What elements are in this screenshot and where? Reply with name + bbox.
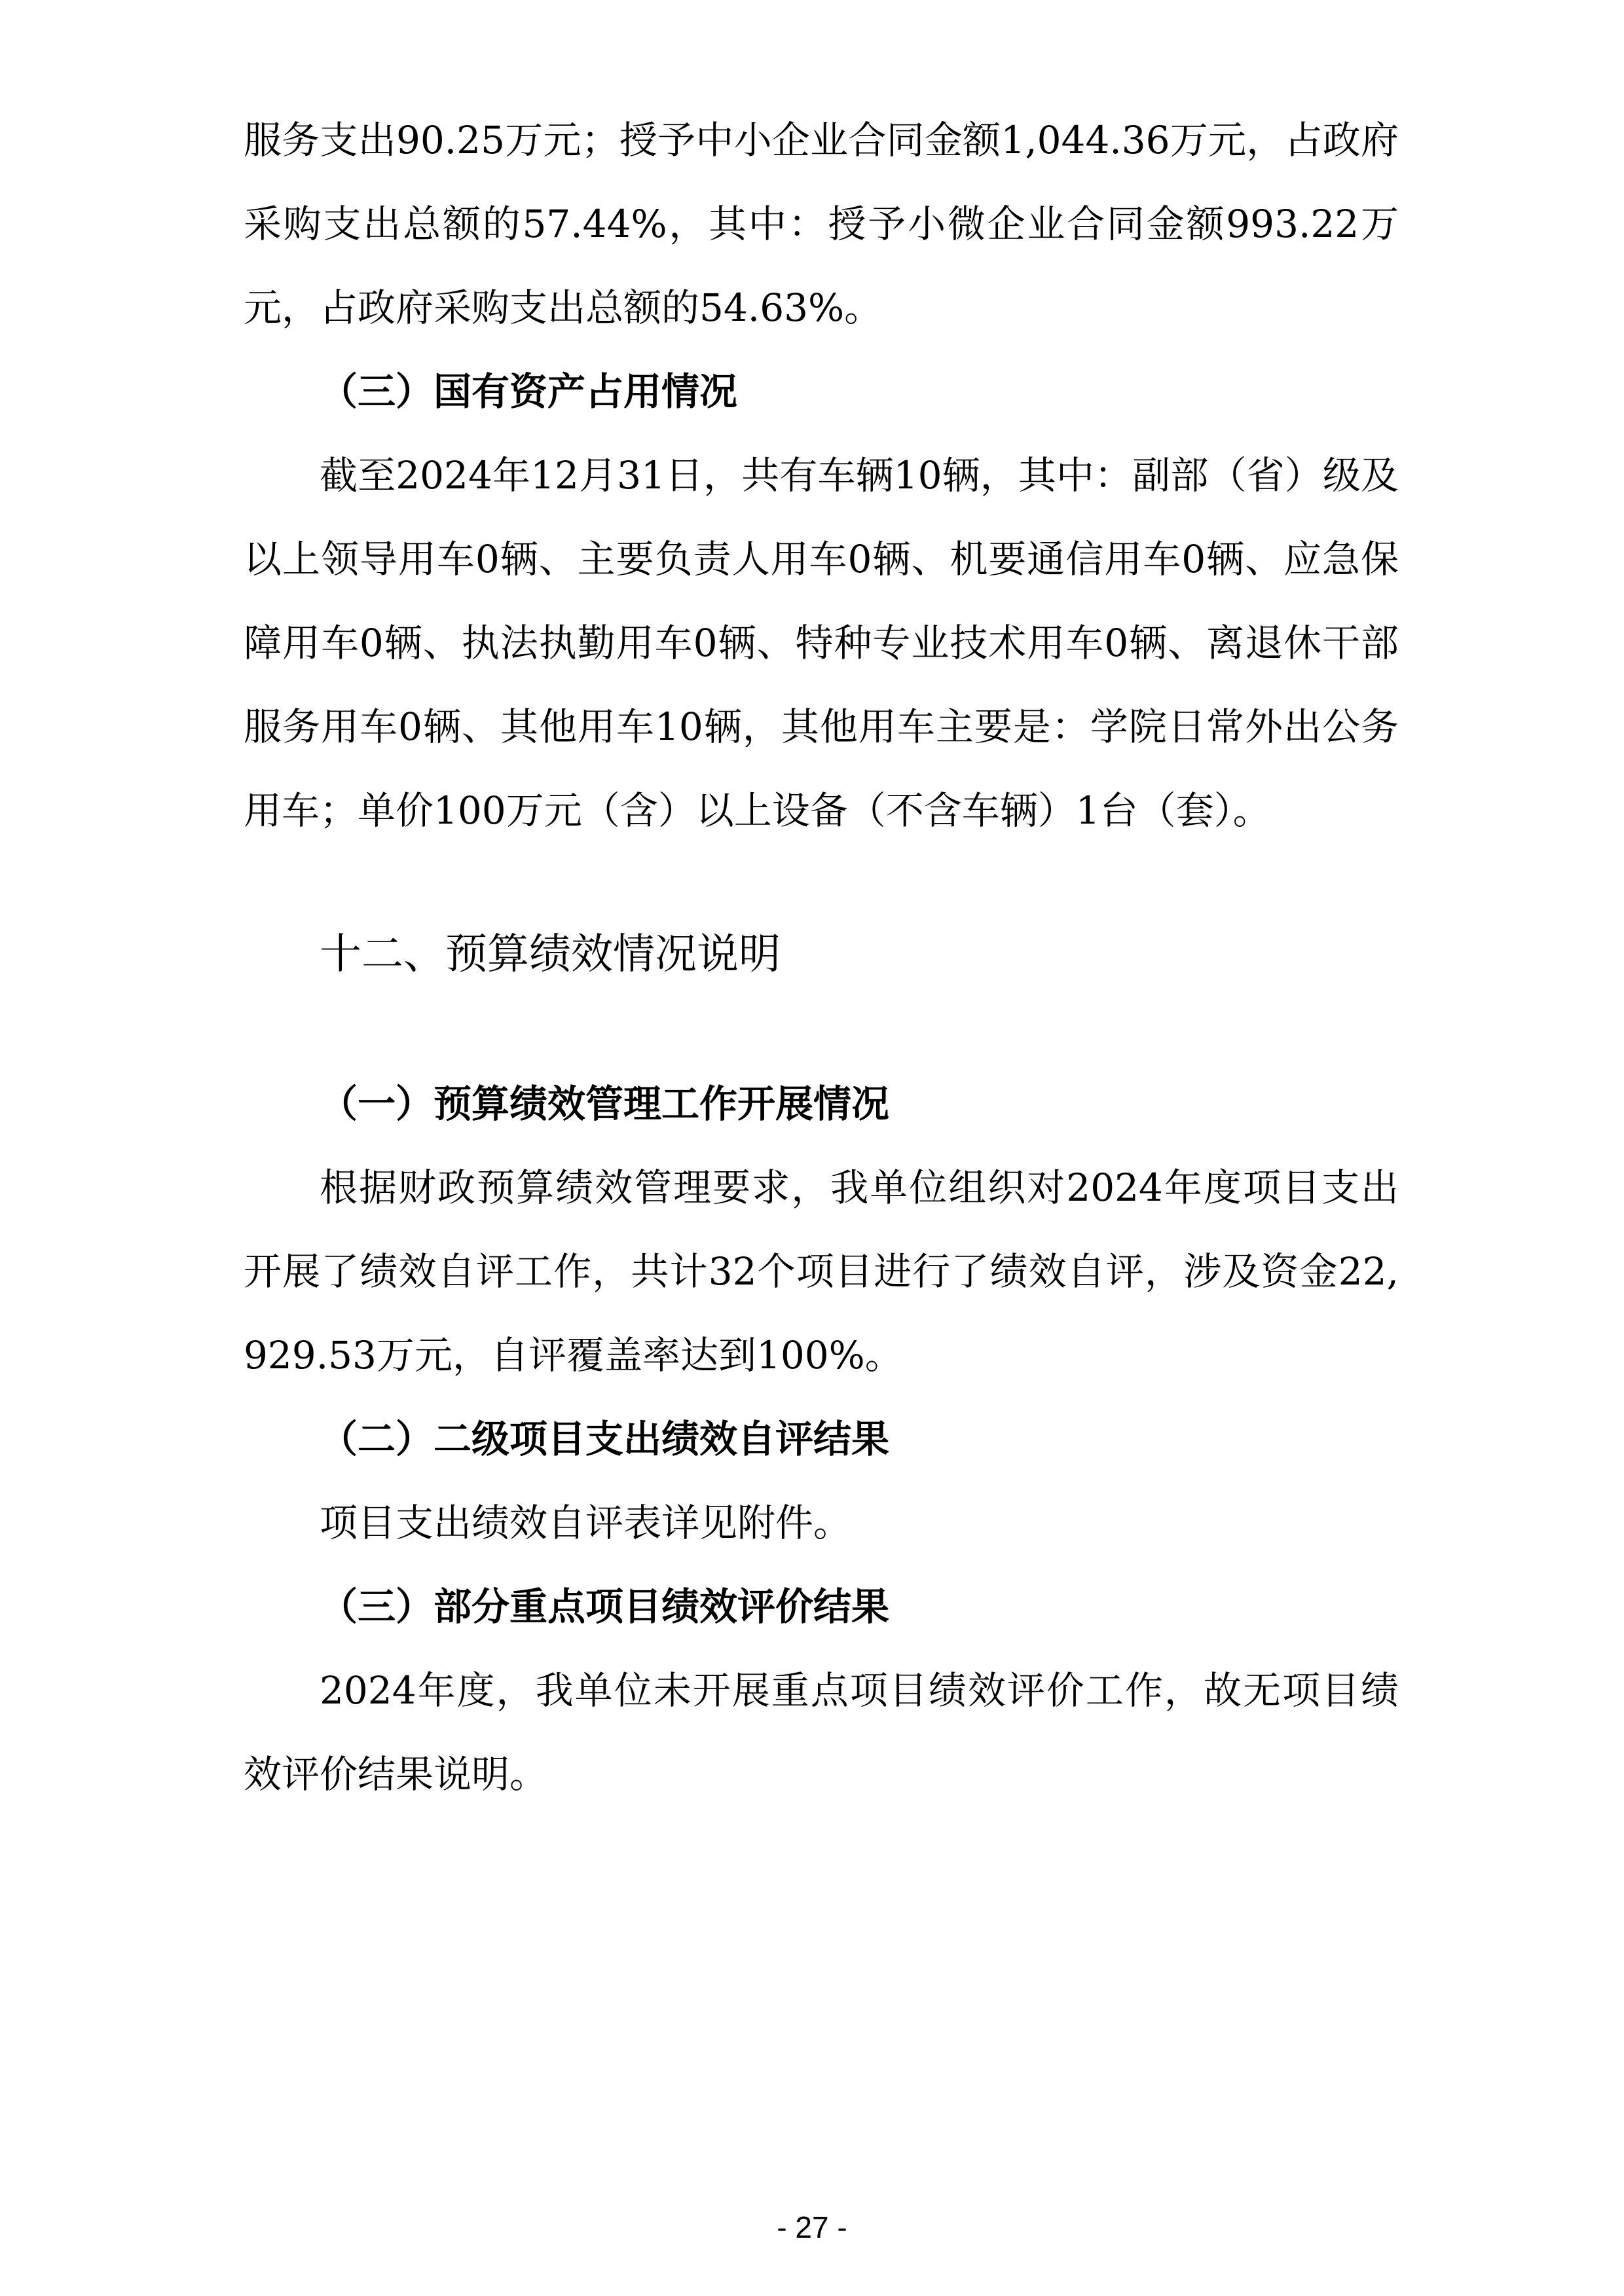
performance-management-paragraph: 根据财政预算绩效管理要求，我单位组织对2024年度项目支出开展了绩效自评工作，共计32个项目进行了绩效自评，涉及资金22,929.53万元，自评覆盖率达到100%。 [244,1165,1399,1377]
page-number: - 27 - [777,2210,847,2244]
section-heading-budget-performance: 十二、预算绩效情况说明 [320,930,781,979]
procurement-paragraph-continued: 服务支出90.25万元；授予中小企业合同金额1,044.36万元，占政府采购支出总额的57.44%，其中：授予小微企业合同金额993.22万元，占政府采购支出总额的54.63%。 [244,118,1399,330]
document-body [244,98,1399,1816]
state-assets-paragraph: 截至2024年12月31日，共有车辆10辆，其中：副部（省）级及以上领导用车0辆、主要负责人用车0辆、机要通信用车0辆、应急保障用车0辆、执法执勤用车0辆、特种专业技术用车0辆、离退休干部服务用车0辆、其他用车10辆，其他用车主要是：学院日常外出公务用车；单价100万元（含）以上设备（不含车辆）1台（套）。 [244,453,1399,833]
heading-self-evaluation-results: （二）二级项目支出绩效自评结果 [320,1417,890,1461]
heading-performance-management: （一）预算绩效管理工作开展情况 [320,1082,890,1126]
heading-state-assets: （三）国有资产占用情况 [320,369,738,414]
self-evaluation-paragraph: 项目支出绩效自评表详见附件。 [320,1501,852,1545]
heading-key-project-evaluation: （三）部分重点项目绩效评价结果 [320,1584,890,1629]
key-project-evaluation-paragraph: 2024年度，我单位未开展重点项目绩效评价工作，故无项目绩效评价结果说明。 [244,1668,1399,1796]
